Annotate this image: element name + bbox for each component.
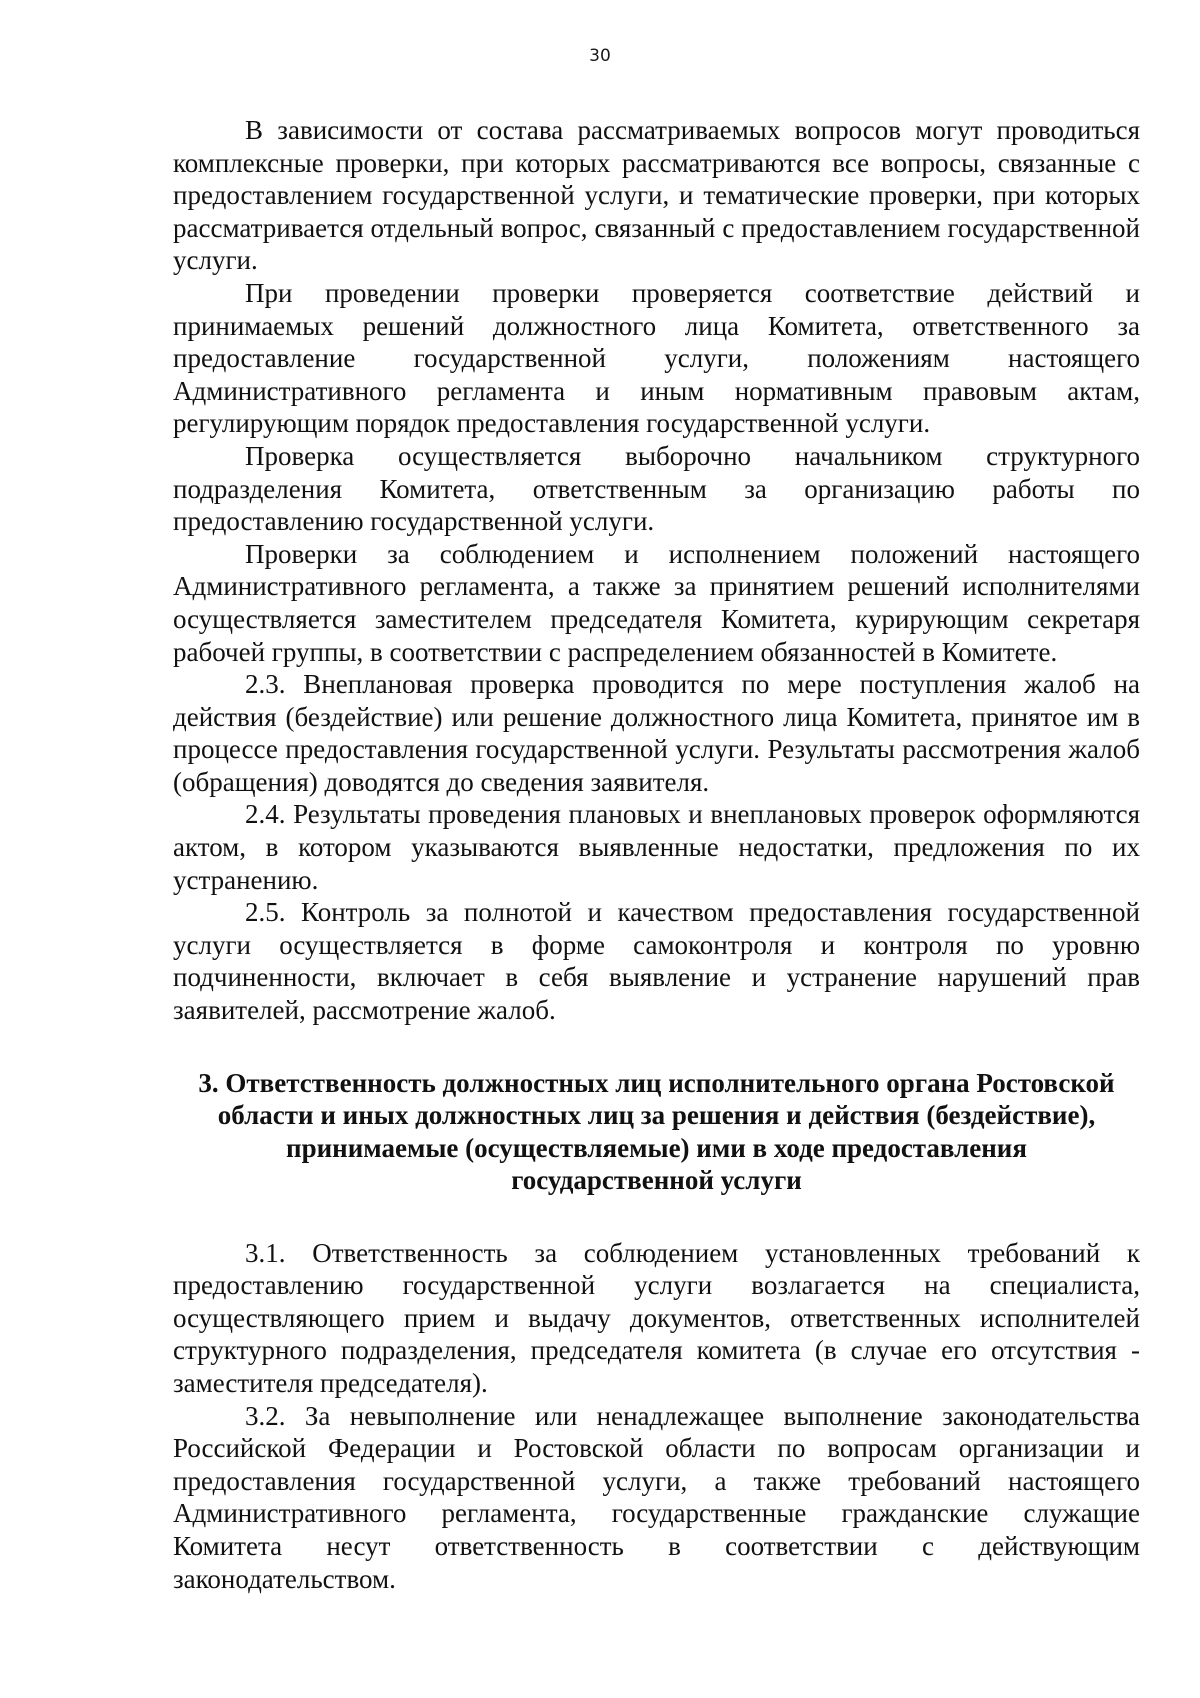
- section-3-heading: [173, 1067, 1140, 1197]
- paragraph-3-1-responsibility: 3.1. Ответственность за соблюдением установленных требований к предоставлению государственной услуги возлагается на специалиста, осуществляющего прием и выдачу документов, ответственных исполнителей структурного подразделения, председателя комитета (в случае его отсутствия - заместителя председателя).: [173, 1237, 1140, 1398]
- paragraph-3-2-liability: 3.2. За невыполнение или ненадлежащее выполнение законодательства Российской Федерации и Ростовской области по вопросам организации и предоставления государственной услуги, а также требований настоящего Административного регламента, государственные гражданские служащие Комитета несут ответственность в соответствии с действующим законодательством.: [173, 1400, 1140, 1594]
- page-number: 30: [589, 46, 611, 66]
- section-3-heading-line: 3. Ответственность должностных лиц исполнительного органа Ростовской: [198, 1067, 1115, 1098]
- paragraph-2-5-quality-control: 2.5. Контроль за полнотой и качеством предоставления государственной услуги осуществляется в форме самоконтроля и контроля по уровню подчиненности, включает в себя выявление и устранение нарушений прав заявителей, рассмотрение жалоб.: [173, 897, 1140, 1026]
- section-3-heading-line: области и иных должностных лиц за решения и действия (бездействие),: [217, 1100, 1096, 1131]
- section-spacer: [173, 1197, 1140, 1237]
- paragraph-inspection-types: В зависимости от состава рассматриваемых вопросов могут проводиться комплексные проверки, при которых рассматриваются все вопросы, связанные с предоставлением государственной услуги, и тематические проверки, при которых рассматривается отдельный вопрос, связанный с предоставлением государственной услуги.: [173, 115, 1140, 276]
- paragraph-2-4-inspection-results: 2.4. Результаты проведения плановых и внеплановых проверок оформляются актом, в котором указываются выявленные недостатки, предложения по их устранению.: [173, 799, 1140, 895]
- section-3-heading-line: государственной услуги: [511, 1165, 802, 1196]
- paragraph-2-3-unscheduled-inspection: 2.3. Внеплановая проверка проводится по мере поступления жалоб на действия (бездействие) или решение должностного лица Комитета, принятое им в процессе предоставления государственной услуги. Результаты рассмотрения жалоб (обращения) доводятся до сведения заявителя.: [173, 669, 1140, 797]
- paragraph-inspection-compliance: При проведении проверки проверяется соответствие действий и принимаемых решений должностного лица Комитета, ответственного за предоставление государственной услуги, положениям настоящего Административного регламента и иным нормативным правовым актам, регулирующим порядок предоставления государственной услуги.: [173, 277, 1140, 439]
- paragraph-inspection-oversight: Проверки за соблюдением и исполнением положений настоящего Административного регламента, а также за принятием решений исполнителями осуществляется заместителем председателя Комитета, курирующим секретаря рабочей группы, в соответствии с распределением обязанностей в Комитете.: [173, 538, 1140, 667]
- document-body: [173, 114, 1140, 1595]
- section-3-heading-line: принимаемые (осуществляемые) ими в ходе предоставления: [286, 1132, 1027, 1163]
- paragraph-selective-inspection: Проверка осуществляется выборочно начальником структурного подразделения Комитета, ответственным за организацию работы по предоставлению государственной услуги.: [173, 440, 1140, 537]
